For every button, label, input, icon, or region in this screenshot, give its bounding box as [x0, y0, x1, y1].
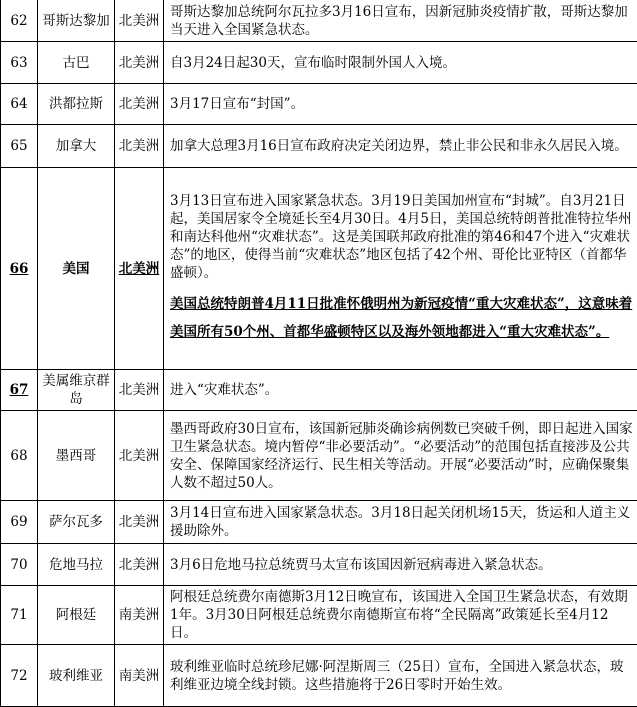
- continent: 南美洲: [115, 645, 164, 707]
- continent: 北美洲: [115, 544, 164, 586]
- country-name: 危地马拉: [38, 544, 115, 586]
- table-row: [1, 586, 637, 645]
- row-number: 63: [1, 42, 38, 84]
- measure-text: 阿根廷总统费尔南德斯3月12日晚宣布，该国进入全国卫生紧急状态，有效期1年。3月30日阿根廷总统费尔南德斯宣布将“全民隔离”政策延长至4月12日。: [164, 586, 637, 645]
- country-name: 洪都拉斯: [38, 84, 115, 125]
- country-name: 美属维京群岛: [38, 370, 115, 411]
- measure-text: 自3月24日起30天，宣布临时限制外国人入境。: [164, 42, 637, 84]
- row-number: 67: [1, 370, 38, 411]
- table-row: [1, 370, 637, 411]
- continent: 北美洲: [115, 168, 164, 370]
- table-row: [1, 501, 637, 544]
- measure-text-cell: [164, 168, 637, 370]
- row-number: 70: [1, 544, 38, 586]
- country-name: 阿根廷: [38, 586, 115, 645]
- measure-text: 3月14日宣布进入国家紧急状态。3月18日起关闭机场15天，货运和人道主义援助除外。: [164, 501, 637, 544]
- measure-text-highlight: 美国总统特朗普4月11日批准怀俄明州为新冠疫情“重大灾难状态”，这意味着美国所有50个州、首都华盛顿特区以及海外领地都进入“重大灾难状态”。: [170, 290, 633, 346]
- continent: 北美洲: [115, 125, 164, 168]
- table-row: [1, 411, 637, 501]
- country-name: 玻利维亚: [38, 645, 115, 707]
- country-name: 加拿大: [38, 125, 115, 168]
- country-name: 墨西哥: [38, 411, 115, 501]
- continent: 南美洲: [115, 586, 164, 645]
- continent: 北美洲: [115, 0, 164, 42]
- table-row: [1, 544, 637, 586]
- row-number: 72: [1, 645, 38, 707]
- row-number: 64: [1, 84, 38, 125]
- table-row: [1, 42, 637, 84]
- measure-text: 3月17日宣布“封国”。: [164, 84, 637, 125]
- country-name: 萨尔瓦多: [38, 501, 115, 544]
- measure-text: 进入“灾难状态”。: [164, 370, 637, 411]
- country-name: 美国: [38, 168, 115, 370]
- measure-text: 哥斯达黎加总统阿尔瓦拉多3月16日宣布，因新冠肺炎疫情扩散，哥斯达黎加当天进入全国紧急状态。: [164, 0, 637, 42]
- row-number: 68: [1, 411, 38, 501]
- row-number: 71: [1, 586, 38, 645]
- table-row: [1, 0, 637, 42]
- country-name: 哥斯达黎加: [38, 0, 115, 42]
- row-number: 69: [1, 501, 38, 544]
- table-row: [1, 125, 637, 168]
- continent: 北美洲: [115, 84, 164, 125]
- table-row: [1, 168, 637, 370]
- table-row: [1, 84, 637, 125]
- continent: 北美洲: [115, 501, 164, 544]
- measure-text: 加拿大总理3月16日宣布政府决定关闭边界，禁止非公民和非永久居民入境。: [164, 125, 637, 168]
- continent: 北美洲: [115, 42, 164, 84]
- country-name: 古巴: [38, 42, 115, 84]
- measure-text: 3月13日宣布进入国家紧急状态。3月19日美国加州宣布“封城”。自3月21日起，美国居家令全境延长至4月30日。4月5日，美国总统特朗普批准特拉华州和南达科他州“灾难状态”。这是美国联邦政府批准的第46和47个进入“灾难状态”的地区，使得当前“灾难状态”地区包括了42个州、哥伦比亚特区（首都华盛顿）。: [170, 192, 633, 282]
- row-number: 66: [1, 168, 38, 370]
- row-number: 62: [1, 0, 38, 42]
- continent: 北美洲: [115, 411, 164, 501]
- table-row: [1, 645, 637, 707]
- continent: 北美洲: [115, 370, 164, 411]
- measure-text: 玻利维亚临时总统珍尼娜·阿涅斯周三（25日）宣布，全国进入紧急状态，玻利维亚边境全线封锁。这些措施将于26日零时开始生效。: [164, 645, 637, 707]
- measure-text: 墨西哥政府30日宣布，该国新冠肺炎确诊病例数已突破千例，即日起进入国家卫生紧急状态。境内暂停“非必要活动”。“必要活动”的范围包括直接涉及公共安全、保障国家经济运行、民生相关等活动。开展“必要活动”时，应确保聚集人数不超过50人。: [164, 411, 637, 501]
- row-number: 65: [1, 125, 38, 168]
- measure-text: 3月6日危地马拉总统贾马太宣布该国因新冠病毒进入紧急状态。: [164, 544, 637, 586]
